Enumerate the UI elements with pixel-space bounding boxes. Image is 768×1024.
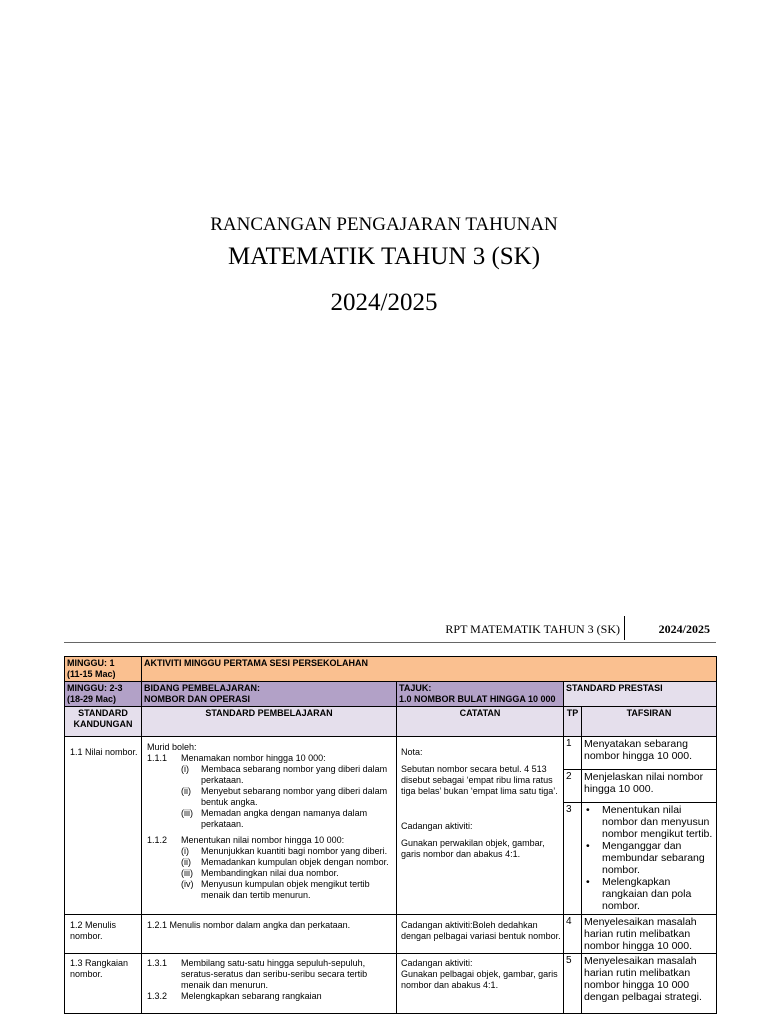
sp-1-2-text: 1.2.1 Menulis nombor dalam angka dan perkataan. <box>147 920 351 930</box>
sp-intro: Murid boleh: <box>147 742 197 752</box>
sub-text: Memadan angka dengan namanya dalam perkataan. <box>201 808 368 829</box>
bullet-text: Menganggar dan membundar sebarang nombor. <box>602 840 705 876</box>
cover-line-3: 2024/2025 <box>330 289 438 316</box>
bullet-text: Melengkapkan rangkaian dan pola nombor. <box>602 876 692 912</box>
sk-1-2-label: 1.2 Menulis nombor. <box>70 920 117 941</box>
header-title: RPT MATEMATIK TAHUN 3 (SK) <box>445 622 620 636</box>
header-catatan-label: CATATAN <box>459 708 501 718</box>
header-sp-label: STANDARD PEMBELAJARAN <box>205 708 333 718</box>
cover-line-2: MATEMATIK TAHUN 3 (SK) <box>227 243 541 270</box>
field-label: BIDANG PEMBELAJARAN: NOMBOR DAN OPERASI <box>144 683 261 704</box>
rpt-table <box>64 656 717 1014</box>
activity-cell <box>142 657 717 682</box>
catatan-1-1 <box>397 737 564 915</box>
tp-4-number: 4 <box>566 916 572 927</box>
week-1-cell <box>65 657 142 682</box>
sub-number: (iii) <box>181 808 193 818</box>
sk-1-1 <box>65 737 142 915</box>
bullet-icon: • <box>586 840 590 852</box>
tafsiran-1 <box>582 737 717 770</box>
tafsiran-2 <box>582 770 717 803</box>
header-tafsiran <box>582 707 717 737</box>
topic-cell <box>397 682 564 707</box>
sk-1-3 <box>65 954 142 1014</box>
tafsiran-1-text: Menyatakan sebarang nombor hingga 10 000. <box>584 738 692 762</box>
header-sp <box>142 707 397 737</box>
sp-1-3 <box>142 954 397 1014</box>
item-text: Melengkapkan sebarang rangkaian <box>181 991 322 1001</box>
field-cell <box>142 682 397 707</box>
sub-number: (ii) <box>181 786 191 796</box>
activity-label: AKTIVITI MINGGU PERTAMA SESI PERSEKOLAHAN <box>144 658 369 668</box>
week-2-3-cell <box>65 682 142 707</box>
item-text: Menamakan nombor hingga 10 000: <box>181 753 326 763</box>
cadangan-label: Cadangan aktiviti: <box>401 958 473 968</box>
tafsiran-2-text: Menjelaskan nilai nombor hingga 10 000. <box>584 771 704 795</box>
catatan-1-2-text: Cadangan aktiviti:Boleh dedahkan dengan pelbagai variasi bentuk nombor. <box>401 920 561 941</box>
header-year: 2024/2025 <box>658 622 710 636</box>
catatan-1-2 <box>397 915 564 954</box>
item-text: Menentukan nilai nombor hingga 10 000: <box>181 835 345 845</box>
header-tp <box>564 707 582 737</box>
week-1-label: MINGGU: 1 (11-15 Mac) <box>67 658 116 679</box>
header-sk <box>65 707 142 737</box>
sub-text: Menyebut sebarang nombor yang diberi dalam bentuk angka. <box>201 786 388 807</box>
sub-number: (i) <box>181 846 189 856</box>
cadangan-text: Gunakan perwakilan objek, gambar, garis nombor dan abakus 4:1. <box>401 838 545 859</box>
sub-text: Memadankan kumpulan objek dengan nombor. <box>201 857 389 867</box>
header-divider <box>624 616 625 640</box>
tafsiran-4-text: Menyelesaikan masalah harian rutin melibatkan nombor hingga 10 000. <box>584 916 697 952</box>
sk-1-2 <box>65 915 142 954</box>
cover-title <box>0 205 768 321</box>
page-header <box>64 616 716 643</box>
sub-text: Membaca sebarang nombor yang diberi dalam perkataan. <box>201 764 388 785</box>
tp-5-number: 5 <box>566 955 572 966</box>
sk-1-3-label: 1.3 Rangkaian nombor. <box>70 958 129 979</box>
topic-label: TAJUK: 1.0 NOMBOR BULAT HINGGA 10 000 <box>399 683 556 704</box>
sub-text: Menyusun kumpulan objek mengikut tertib menaik dan tertib menurun. <box>201 879 370 900</box>
cadangan-label: Cadangan aktiviti: <box>401 821 473 831</box>
tafsiran-5-text: Menyelesaikan masalah harian rutin melibatkan nombor hingga 10 000 dengan pelbagai strategi. <box>584 955 702 1003</box>
tp-4 <box>564 915 582 954</box>
tp-1-number: 1 <box>566 738 572 749</box>
bullet-icon: • <box>586 876 590 888</box>
sub-number: (iv) <box>181 879 194 889</box>
nota-text: Sebutan nombor secara betul. 4 513 disebut sebagai ‘empat ribu lima ratus tiga belas’ bukan ‘empat lima satu tiga’. <box>401 764 558 796</box>
sub-text: Menunjukkan kuantiti bagi nombor yang diberi. <box>201 846 388 856</box>
bullet-text: Menentukan nilai nombor dan menyusun nombor mengikut tertib. <box>602 804 713 840</box>
week-2-3-label: MINGGU: 2-3 (18-29 Mac) <box>67 683 123 704</box>
item-text: Membilang satu-satu hingga sepuluh-sepuluh, seratus-seratus dan seribu-seribu secara tertib menaik dan menurun. <box>181 958 368 990</box>
header-catatan <box>397 707 564 737</box>
sub-text: Membandingkan nilai dua nombor. <box>201 868 339 878</box>
nota-label: Nota: <box>401 747 423 757</box>
item-number: 1.1.2 <box>147 835 168 845</box>
tafsiran-4 <box>582 915 717 954</box>
tafsiran-5 <box>582 954 717 1014</box>
header-tafsiran-label: TAFSIRAN <box>626 708 672 718</box>
cadangan-text: Gunakan pelbagai objek, gambar, garis nombor dan abakus 4:1. <box>401 969 558 990</box>
tp-1 <box>564 737 582 770</box>
sp-1-1 <box>142 737 397 915</box>
tafsiran-3 <box>582 803 717 915</box>
sk-1-1-label: 1.1 Nilai nombor. <box>70 747 138 757</box>
catatan-1-3 <box>397 954 564 1014</box>
sp-1-2 <box>142 915 397 954</box>
standard-prestasi-label: STANDARD PRESTASI <box>566 683 663 693</box>
header-tp-label: TP <box>566 708 579 718</box>
bullet-icon: • <box>586 804 590 816</box>
tp-3 <box>564 803 582 915</box>
tp-3-number: 3 <box>566 804 572 815</box>
standard-prestasi-cell <box>564 682 717 707</box>
sub-number: (iii) <box>181 868 193 878</box>
item-number: 1.3.1 <box>147 958 168 968</box>
tp-2-number: 2 <box>566 771 572 782</box>
header-sk-label: STANDARD KANDUNGAN <box>73 708 133 729</box>
item-number: 1.1.1 <box>147 753 168 763</box>
tp-5 <box>564 954 582 1014</box>
cover-line-1: RANCANGAN PENGAJARAN TAHUNAN <box>210 214 558 235</box>
tp-2 <box>564 770 582 803</box>
sub-number: (i) <box>181 764 189 774</box>
sub-number: (ii) <box>181 857 191 867</box>
item-number: 1.3.2 <box>147 991 168 1001</box>
